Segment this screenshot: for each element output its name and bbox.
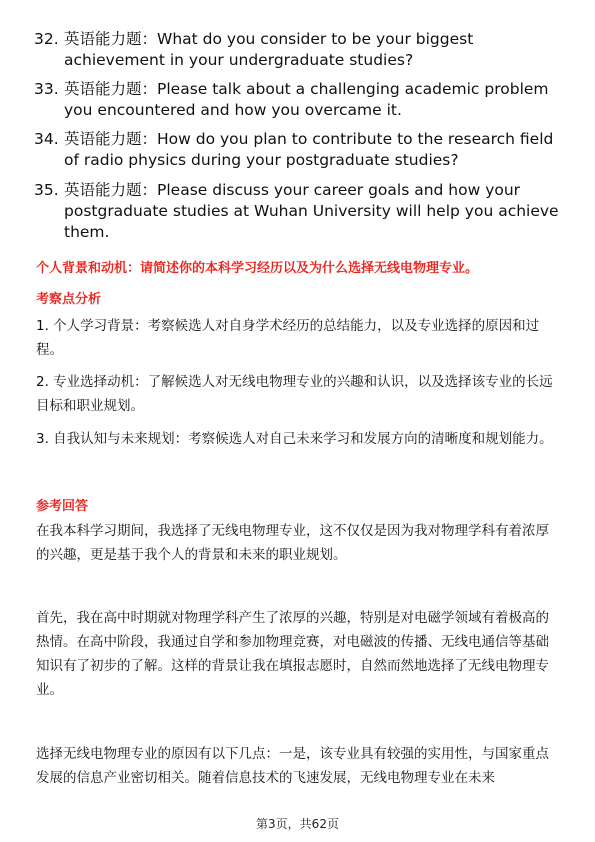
question-title: 个人背景和动机：请简述你的本科学习经历以及为什么选择无线电物理专业。: [36, 261, 479, 276]
question-text: 英语能力题：Please discuss your career goals and how your postgraduate studies at Wuhan University will help you achieve them.: [64, 181, 559, 241]
analysis-point-3: 3. 自我认知与未来规划：考察候选人对自己未来学习和发展方向的清晰度和规划能力。: [36, 431, 553, 447]
answer-paragraph-2: 首先，我在高中时期就对物理学科产生了浓厚的兴趣，特别是对电磁学领域有着极高的热情。在高中阶段，我通过自学和参加物理竞赛，对电磁波的传播、无线电通信等基础知识有了初步的了解。这样的背景让我在填报志愿时，自然而然地选择了无线电物理专业。: [36, 610, 549, 698]
answer-paragraph-3: 选择无线电物理专业的原因有以下几点：一是，该专业具有较强的实用性，与国家重点发展的信息产业密切相关。随着信息技术的飞速发展，无线电物理专业在未来: [36, 746, 549, 786]
analysis-point-2: 2. 专业选择动机：了解候选人对无线电物理专业的兴趣和认识，以及选择该专业的长远目标和职业规划。: [36, 374, 553, 414]
question-number: 33.: [34, 80, 59, 98]
analysis-heading: 考察点分析: [36, 292, 102, 307]
question-number: 35.: [34, 181, 59, 199]
answer-paragraph-1: 在我本科学习期间，我选择了无线电物理专业，这不仅仅是因为我对物理学科有着浓厚的兴趣，更是基于我个人的背景和未来的职业规划。: [36, 523, 549, 563]
page-footer: 第3页，共62页: [256, 817, 339, 831]
question-number: 34.: [34, 130, 59, 148]
question-text: 英语能力题：Please talk about a challenging academic problem you encountered and how you overcame it.: [64, 80, 549, 119]
answer-heading: 参考回答: [36, 499, 89, 514]
question-text: 英语能力题：What do you consider to be your biggest achievement in your undergraduate studies?: [64, 30, 474, 69]
question-text: 英语能力题：How do you plan to contribute to the research field of radio physics during your postgraduate studies?: [64, 130, 554, 169]
question-number: 32.: [34, 30, 59, 48]
analysis-point-1: 1. 个人学习背景：考察候选人对自身学术经历的总结能力，以及专业选择的原因和过程。: [36, 318, 540, 358]
